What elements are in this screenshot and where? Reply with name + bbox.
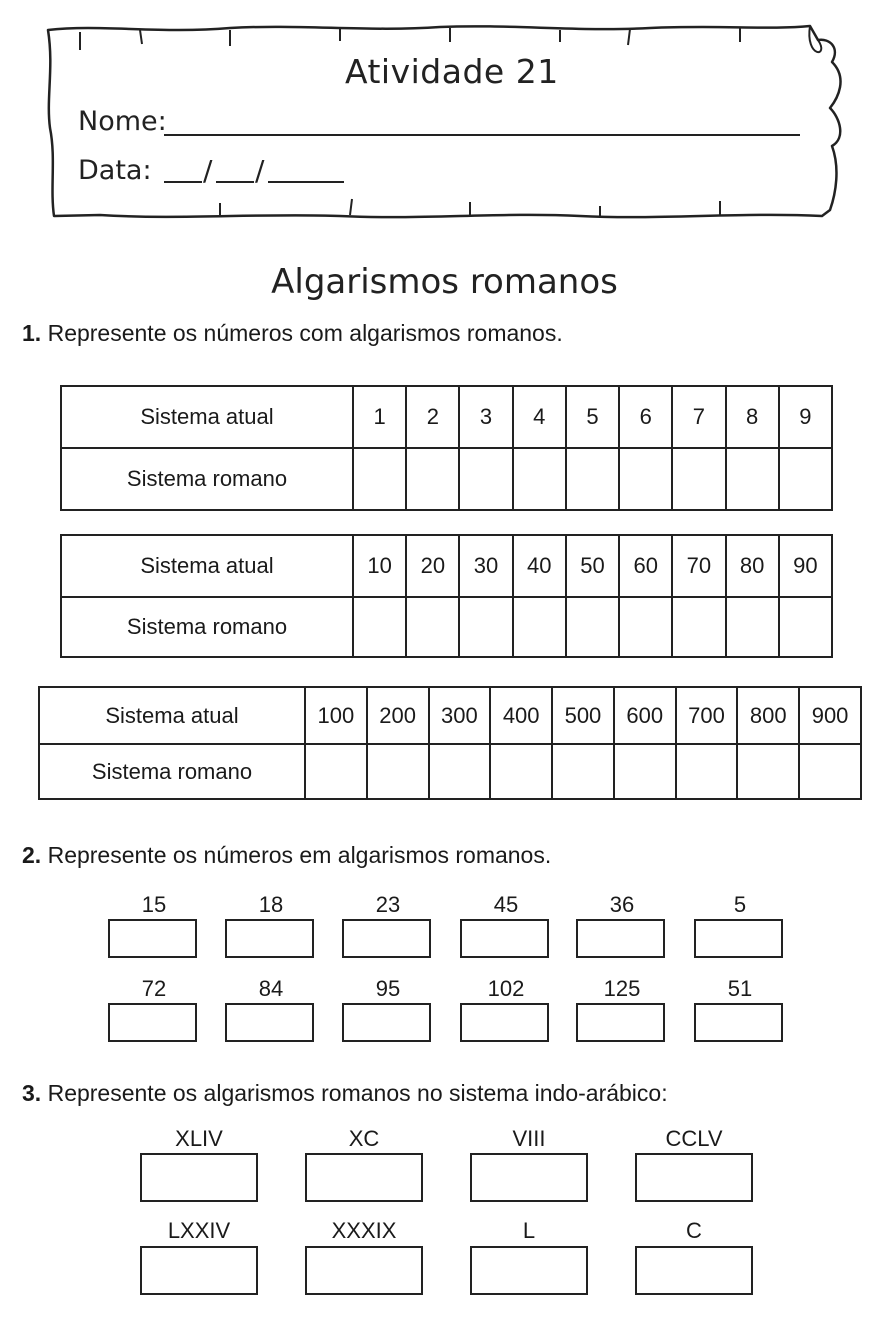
name-line[interactable] xyxy=(164,134,800,136)
answer-cell[interactable] xyxy=(779,597,832,657)
answer-cell[interactable] xyxy=(429,744,491,799)
number-label: 15 xyxy=(141,892,167,917)
answer-cell[interactable] xyxy=(305,744,367,799)
number-cell: 3 xyxy=(459,386,512,448)
conversion-table-tens xyxy=(60,534,833,658)
answer-cell[interactable] xyxy=(513,448,566,510)
answer-box[interactable] xyxy=(108,919,197,958)
answer-box[interactable] xyxy=(635,1153,753,1202)
roman-label: XC xyxy=(348,1126,380,1151)
answer-box[interactable] xyxy=(694,1003,783,1042)
number-cell: 600 xyxy=(614,687,676,744)
number-cell: 7 xyxy=(672,386,725,448)
answer-cell[interactable] xyxy=(459,597,512,657)
answer-cell[interactable] xyxy=(552,744,614,799)
number-label: 18 xyxy=(258,892,284,917)
answer-cell[interactable] xyxy=(406,597,459,657)
answer-box[interactable] xyxy=(225,919,314,958)
question-3 xyxy=(22,1080,668,1107)
number-label: 95 xyxy=(375,976,401,1001)
question-number: 2. xyxy=(22,842,42,868)
number-cell: 50 xyxy=(566,535,619,597)
answer-cell[interactable] xyxy=(799,744,861,799)
number-cell: 8 xyxy=(726,386,779,448)
number-label: 45 xyxy=(493,892,519,917)
number-cell: 700 xyxy=(676,687,738,744)
number-cell: 800 xyxy=(737,687,799,744)
question-2 xyxy=(22,842,551,869)
roman-label: L xyxy=(522,1218,536,1243)
number-label: 23 xyxy=(375,892,401,917)
answer-box[interactable] xyxy=(635,1246,753,1295)
row-label-roman: Sistema romano xyxy=(61,597,353,657)
roman-label: C xyxy=(686,1218,702,1243)
number-cell: 60 xyxy=(619,535,672,597)
answer-box[interactable] xyxy=(305,1153,423,1202)
question-number: 3. xyxy=(22,1080,42,1106)
answer-cell[interactable] xyxy=(490,744,552,799)
number-cell: 100 xyxy=(305,687,367,744)
answer-cell[interactable] xyxy=(779,448,832,510)
number-cell: 200 xyxy=(367,687,429,744)
answer-cell[interactable] xyxy=(619,448,672,510)
number-label: 5 xyxy=(733,892,747,917)
answer-cell[interactable] xyxy=(459,448,512,510)
date-separator: / xyxy=(255,154,265,187)
answer-cell[interactable] xyxy=(676,744,738,799)
number-label: 72 xyxy=(141,976,167,1001)
answer-cell[interactable] xyxy=(566,448,619,510)
roman-label: LXXIV xyxy=(167,1218,231,1243)
row-label-roman: Sistema romano xyxy=(61,448,353,510)
number-cell: 400 xyxy=(490,687,552,744)
answer-box[interactable] xyxy=(576,919,665,958)
date-year-line[interactable] xyxy=(268,181,344,183)
number-cell: 5 xyxy=(566,386,619,448)
page-title: Algarismos romanos xyxy=(271,262,618,302)
question-text: Represente os algarismos romanos no sistema indo-arábico: xyxy=(47,1080,668,1106)
number-cell: 20 xyxy=(406,535,459,597)
answer-cell[interactable] xyxy=(406,448,459,510)
roman-label: XXXIX xyxy=(331,1218,397,1243)
answer-cell[interactable] xyxy=(726,448,779,510)
number-cell: 10 xyxy=(353,535,406,597)
number-cell: 80 xyxy=(726,535,779,597)
answer-box[interactable] xyxy=(140,1153,258,1202)
number-cell: 70 xyxy=(672,535,725,597)
answer-box[interactable] xyxy=(460,1003,549,1042)
answer-box[interactable] xyxy=(576,1003,665,1042)
number-cell: 40 xyxy=(513,535,566,597)
question-text: Represente os números em algarismos romanos. xyxy=(47,842,552,868)
answer-box[interactable] xyxy=(460,919,549,958)
number-cell: 500 xyxy=(552,687,614,744)
conversion-table-hundreds xyxy=(38,686,862,800)
answer-box[interactable] xyxy=(694,919,783,958)
row-label-roman: Sistema romano xyxy=(39,744,305,799)
name-label: Nome: xyxy=(78,106,167,137)
number-label: 125 xyxy=(603,976,641,1001)
answer-cell[interactable] xyxy=(367,744,429,799)
question-text: Represente os números com algarismos romanos. xyxy=(47,320,563,346)
number-label: 102 xyxy=(487,976,525,1001)
number-cell: 9 xyxy=(779,386,832,448)
answer-box[interactable] xyxy=(108,1003,197,1042)
answer-cell[interactable] xyxy=(726,597,779,657)
answer-box[interactable] xyxy=(305,1246,423,1295)
number-label: 36 xyxy=(609,892,635,917)
answer-box[interactable] xyxy=(140,1246,258,1295)
date-month-line[interactable] xyxy=(216,181,254,183)
answer-cell[interactable] xyxy=(614,744,676,799)
answer-cell[interactable] xyxy=(672,448,725,510)
date-label: Data: xyxy=(78,155,152,186)
roman-label: CCLV xyxy=(665,1126,723,1151)
question-number: 1. xyxy=(22,320,42,346)
number-cell: 4 xyxy=(513,386,566,448)
question-1 xyxy=(22,320,563,347)
number-label: 84 xyxy=(258,976,284,1001)
number-cell: 900 xyxy=(799,687,861,744)
activity-title: Atividade 21 xyxy=(345,52,559,91)
answer-cell[interactable] xyxy=(672,597,725,657)
date-separator: / xyxy=(203,154,213,187)
row-label-current: Sistema atual xyxy=(61,535,353,597)
answer-cell[interactable] xyxy=(353,448,406,510)
number-cell: 6 xyxy=(619,386,672,448)
row-label-current: Sistema atual xyxy=(39,687,305,744)
roman-label: VIII xyxy=(512,1126,546,1151)
answer-box[interactable] xyxy=(470,1246,588,1295)
number-cell: 1 xyxy=(353,386,406,448)
answer-box[interactable] xyxy=(225,1003,314,1042)
date-day-line[interactable] xyxy=(164,181,202,183)
answer-cell[interactable] xyxy=(566,597,619,657)
number-label: 51 xyxy=(727,976,753,1001)
conversion-table-units xyxy=(60,385,833,511)
number-cell: 300 xyxy=(429,687,491,744)
roman-label: XLIV xyxy=(175,1126,223,1151)
row-label-current: Sistema atual xyxy=(61,386,353,448)
number-cell: 90 xyxy=(779,535,832,597)
answer-box[interactable] xyxy=(470,1153,588,1202)
number-cell: 2 xyxy=(406,386,459,448)
answer-box[interactable] xyxy=(342,919,431,958)
number-cell: 30 xyxy=(459,535,512,597)
answer-cell[interactable] xyxy=(619,597,672,657)
answer-box[interactable] xyxy=(342,1003,431,1042)
answer-cell[interactable] xyxy=(513,597,566,657)
answer-cell[interactable] xyxy=(353,597,406,657)
answer-cell[interactable] xyxy=(737,744,799,799)
